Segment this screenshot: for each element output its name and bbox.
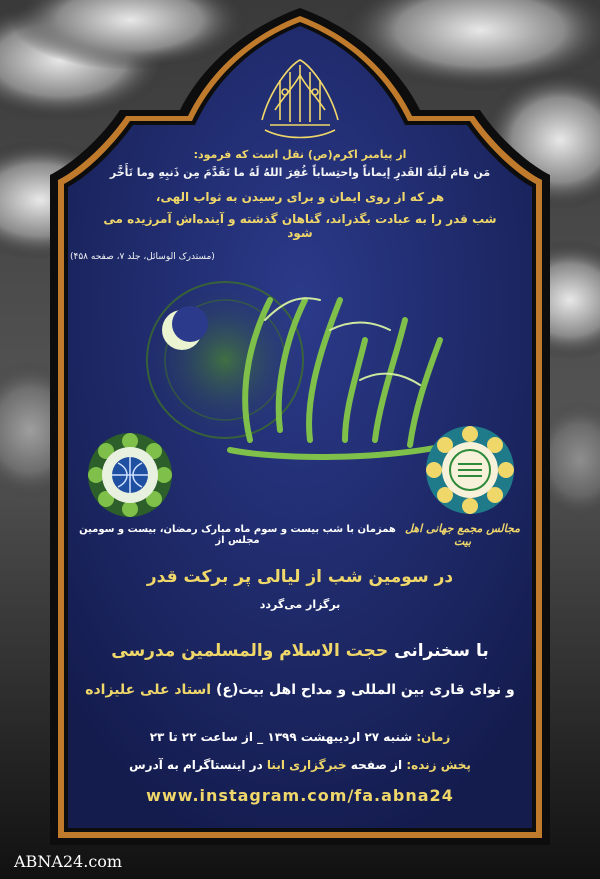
reciter-line [40,682,560,698]
hadith-translation-line1: هر که از روی ایمان و برای رسیدن به ثواب الهی، [155,190,445,204]
event-headline: در سومین شب از لیالی پر برکت قدر [146,567,454,587]
reciter-name: استاد علی علیزاده [85,682,212,698]
live-suffix: در اینستاگرام به آدرس [129,758,263,772]
speaker-line [40,641,560,661]
hadith-arabic-text: مَن قامَ لَیلَةَ القَدرِ إیماناً واحتِساباً غُفِرَ اللهُ لَهُ ما تَقَدَّمَ مِن ذَنبِهِ وما تَأَخَّر [109,166,491,179]
agency-name: خبرگزاری ابنا [266,758,347,772]
hadith-source: (مستدرک الوسائل، جلد ۷، صفحه ۴۵۸) [70,252,215,262]
coincidence-line [78,522,522,548]
hadith-intro: از پیامبر اکرم(ص) نقل است که فرمود: [193,148,407,161]
time-line [40,730,560,744]
hadith-translation-line2: شب قدر را به عبادت بگذراند، گناهان گذشته و آینده‌اش آمرزیده می شود [103,212,497,240]
coincidence-text: همزمان با شب بیست و سوم ماه مبارک رمضان، بیست و سومین مجلس از [79,524,396,546]
live-broadcast-line [40,758,560,772]
live-prefix: از صفحه [350,758,403,772]
event-sub-headline: برگزار می‌گردد [259,598,341,611]
abna-watermark: ABNA24.com [14,852,123,871]
time-label: زمان: [416,730,451,744]
speaker-name: حجت الاسلام والمسلمین مدرسی [111,641,389,661]
time-value: شنبه ۲۷ اردیبهشت ۱۳۹۹ _ از ساعت ۲۲ تا ۲۳ [149,730,413,744]
live-label: پخش زنده: [406,758,471,772]
instagram-url-link[interactable]: www.instagram.com/fa.abna24 [146,786,454,805]
organization-name: مجالس مجمع جهانی اهل بیت [404,522,520,548]
reciter-prefix: و نوای قاری بین المللی و مداح اهل بیت(ع) [215,682,515,698]
speaker-prefix: با سخنرانی [394,641,489,661]
